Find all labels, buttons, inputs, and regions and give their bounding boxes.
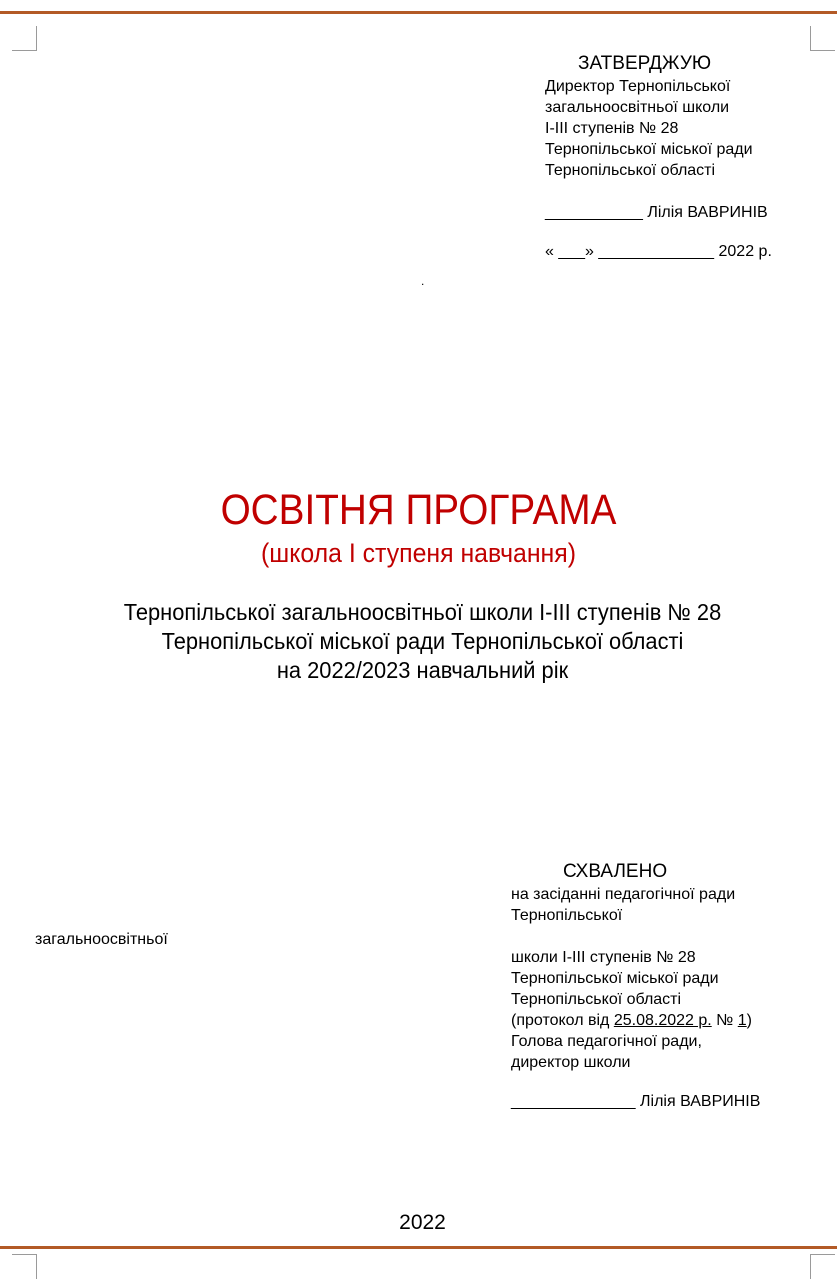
approval-line: І-ІІІ ступенів № 28 — [545, 120, 679, 137]
school-line: Тернопільської міської ради Тернопільської області — [161, 628, 684, 654]
school-info — [21, 598, 824, 685]
school-line: Тернопільської загальноосвітньої школи І-ІІІ ступенів № 28 — [123, 599, 722, 625]
endorsement-line: директор школи — [511, 1054, 631, 1071]
approval-line: Тернопільської області — [545, 162, 716, 179]
endorsement-line: Тернопільської області — [511, 991, 682, 1008]
approval-heading: ЗАТВЕРДЖУЮ — [578, 53, 712, 74]
approval-line: загальноосвітньої школи — [545, 99, 730, 116]
endorsement-line: на засіданні педагогічної ради — [511, 886, 736, 903]
stray-dot: . — [421, 274, 425, 288]
approval-line: Тернопільської міської ради — [545, 141, 753, 158]
approval-block — [545, 52, 825, 262]
crop-mark-top-right — [810, 26, 835, 51]
program-subtitle: (школа І ступеня навчання) — [260, 538, 576, 568]
document-year: 2022 — [399, 1211, 446, 1234]
endorsement-signature: ______________ Лілія ВАВРИНІВ — [511, 1093, 761, 1110]
top-border-rule — [0, 11, 837, 14]
protocol-number-label: № — [711, 1012, 738, 1029]
crop-mark-top-left — [12, 26, 37, 51]
school-line: на 2022/2023 навчальний рік — [276, 657, 569, 683]
approval-date: « ___» _____________ 2022 р. — [545, 243, 772, 260]
stray-word: загальноосвітньої — [35, 931, 168, 948]
endorsement-line: школи І-ІІІ ступенів № 28 — [511, 949, 696, 966]
program-title: ОСВІТНЯ ПРОГРАМА — [220, 486, 617, 534]
approval-signature: ___________ Лілія ВАВРИНІВ — [545, 204, 768, 221]
endorsement-line: Тернопільської — [511, 907, 623, 924]
protocol-line — [511, 1010, 821, 1031]
protocol-number: 1 — [737, 1012, 747, 1029]
endorsement-line: Голова педагогічної ради, — [511, 1033, 702, 1050]
crop-mark-bottom-right — [810, 1254, 835, 1279]
endorsement-gap — [511, 926, 821, 947]
endorsement-line: Тернопільської міської ради — [511, 970, 719, 987]
protocol-suffix: ) — [746, 1012, 752, 1029]
protocol-date: 25.08.2022 р. — [613, 1012, 712, 1029]
endorsement-heading: СХВАЛЕНО — [563, 861, 668, 882]
endorsement-block — [511, 860, 821, 1112]
approval-line: Директор Тернопільської — [545, 78, 731, 95]
protocol-prefix: (протокол від — [511, 1012, 614, 1029]
bottom-border-rule — [0, 1246, 837, 1249]
crop-mark-bottom-left — [12, 1254, 37, 1279]
